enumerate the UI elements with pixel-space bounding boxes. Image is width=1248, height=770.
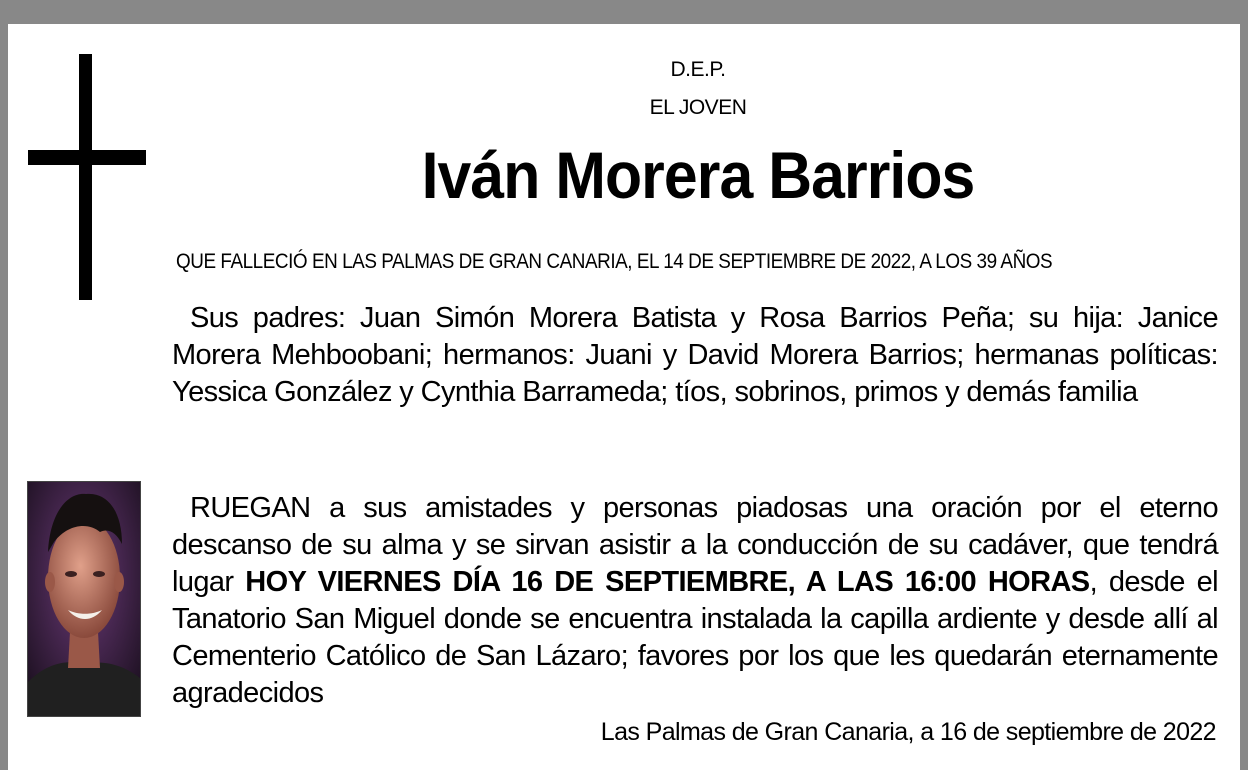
obituary-notice	[8, 24, 1240, 770]
death-details: QUE FALLECIÓ EN LAS PALMAS DE GRAN CANARIA, EL 14 DE SEPTIEMBRE DE 2022, A LOS 39 AÑOS	[176, 250, 1053, 273]
request-text-bold: HOY VIERNES DÍA 16 DE SEPTIEMBRE, A LAS 16:00 HORAS	[245, 566, 1090, 598]
deceased-name: Iván Morera Barrios	[421, 138, 975, 212]
request-text-before: RUEGAN a sus amistades y personas piadosas una oración por el eterno descanso de su alma y se sirvan asistir a la conducción de su cadáver, que tendrá lugar	[172, 492, 1218, 598]
portrait-photo	[28, 482, 140, 716]
family-text: Sus padres: Juan Simón Morera Batista y Rosa Barrios Peña; su hija: Janice Morera Mehboobani; hermanos: Juani y David Morera Barrios; hermanas políticas: Yessica González y Cynthia Barrameda; tíos, sobrinos, primos y demás familia	[172, 302, 1218, 408]
request-text-after: , desde el Tanatorio San Miguel donde se encuentra instalada la capilla ardiente y desde allí al Cementerio Católico de San Lázaro; favores por los que les quedarán eternamente agradecidos	[172, 566, 1218, 709]
el-joven-label: EL JOVEN	[649, 96, 747, 119]
family-paragraph	[172, 300, 1218, 411]
request-paragraph	[172, 490, 1218, 712]
dep-heading: D.E.P.	[670, 58, 726, 81]
place-and-date: Las Palmas de Gran Canaria, a 16 de septiembre de 2022	[600, 718, 1216, 746]
